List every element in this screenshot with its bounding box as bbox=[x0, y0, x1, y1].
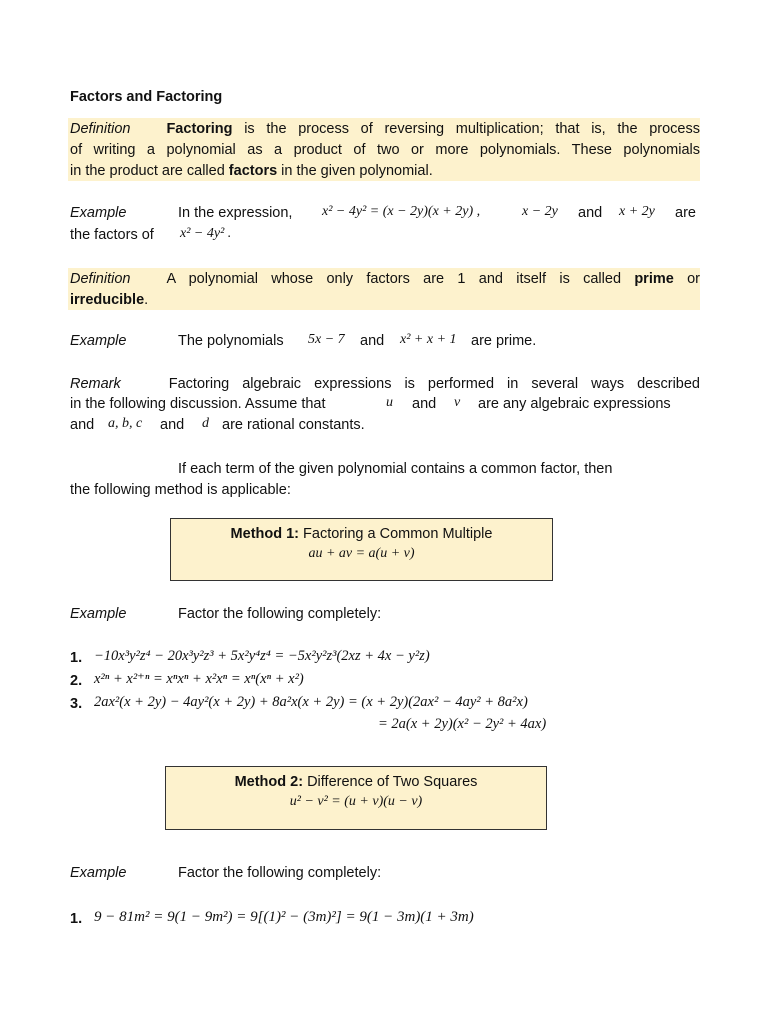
math-expression: 2ax²(x + 2y) − 4ay²(x + 2y) + 8a²x(x + 2y) = (x + 2y)(2ax² − 4ay² + 8a²x) bbox=[94, 694, 528, 710]
list-number: 2. bbox=[70, 673, 83, 689]
math-expression: x² − 4y² = (x − 2y)(x + 2y) , bbox=[322, 204, 481, 219]
math-expression: x² + x + 1 bbox=[400, 332, 457, 347]
method-2-formula: u² − v² = (u + v)(u − v) bbox=[289, 794, 423, 809]
math-expression: x² − 4y² . bbox=[180, 226, 232, 241]
math-variable: a, b, c bbox=[108, 416, 143, 431]
list-number: 1. bbox=[70, 911, 83, 927]
example-text: In the expression, bbox=[178, 205, 293, 221]
math-expression: −10x³y²z⁴ − 20x³y²z³ + 5x²y⁴z⁴ = −5x²y²z³(2xz + 4x − y²z) bbox=[94, 648, 430, 664]
math-expression: 5x − 7 bbox=[308, 332, 345, 347]
definition-label: Definition bbox=[70, 121, 131, 137]
math-variable: d bbox=[202, 416, 209, 431]
remark-text: in the following discussion. Assume that bbox=[70, 396, 326, 412]
paragraph-line-1: If each term of the given polynomial contains a common factor, then bbox=[178, 461, 613, 477]
math-variable: u bbox=[386, 395, 393, 410]
math-variable: v bbox=[454, 395, 461, 410]
definition-line-1: Definition Factoring is the process of reversing multiplication; that is, the process bbox=[70, 121, 700, 137]
method-1-box bbox=[170, 518, 553, 581]
connector-text: and bbox=[160, 417, 185, 433]
list-number: 3. bbox=[70, 696, 83, 712]
remark-text: are any algebraic expressions bbox=[478, 396, 671, 412]
remark-label: Remark bbox=[70, 376, 121, 392]
connector-text: and bbox=[578, 205, 603, 221]
method-1-formula: au + av = a(u + v) bbox=[308, 546, 415, 561]
math-expression: = 2a(x + 2y)(x² − 2y² + 4ax) bbox=[378, 716, 547, 732]
definition-line-2: of writing a polynomial as a product of two or more polynomials. These polynomials bbox=[70, 142, 700, 158]
method-1-title: Method 1: Factoring a Common Multiple bbox=[230, 526, 493, 542]
page-title: Factors and Factoring bbox=[70, 89, 223, 105]
connector-text: and bbox=[70, 417, 95, 433]
math-expression: 9 − 81m² = 9(1 − 9m²) = 9[(1)² − (3m)²] = 9(1 − 3m)(1 + 3m) bbox=[94, 909, 474, 925]
connector-text: and bbox=[360, 333, 385, 349]
connector-text: are bbox=[675, 205, 696, 221]
example-label: Example bbox=[70, 606, 127, 622]
example-label: Example bbox=[70, 865, 127, 881]
example-text: The polynomials bbox=[178, 333, 284, 349]
example-text: Factor the following completely: bbox=[178, 606, 382, 622]
example-text: are prime. bbox=[471, 333, 537, 349]
math-expression: x − 2y bbox=[522, 204, 558, 219]
definition-line-2: irreducible. bbox=[70, 292, 149, 308]
example-text: the factors of bbox=[70, 227, 154, 243]
definition-label: Definition bbox=[70, 271, 131, 287]
definition-line-1: Definition A polynomial whose only factors are 1 and itself is called prime or bbox=[70, 271, 701, 287]
method-2-title: Method 2: Difference of Two Squares bbox=[234, 774, 478, 790]
example-label: Example bbox=[70, 333, 127, 349]
example-text: Factor the following completely: bbox=[178, 865, 382, 881]
definition-line-3: in the product are called factors in the given polynomial. bbox=[70, 163, 433, 179]
math-expression: x + 2y bbox=[619, 204, 655, 219]
method-2-box bbox=[165, 766, 547, 830]
math-expression: x²ⁿ + x²⁺ⁿ = xⁿxⁿ + x²xⁿ = xⁿ(xⁿ + x²) bbox=[94, 671, 304, 687]
connector-text: and bbox=[412, 396, 437, 412]
remark-text: are rational constants. bbox=[222, 417, 365, 433]
list-number: 1. bbox=[70, 650, 83, 666]
paragraph-line-2: the following method is applicable: bbox=[70, 482, 291, 498]
example-label: Example bbox=[70, 205, 127, 221]
remark-line-1: Remark Factoring algebraic expressions is performed in several ways described bbox=[70, 376, 700, 392]
definition-term: Factoring bbox=[166, 121, 233, 137]
